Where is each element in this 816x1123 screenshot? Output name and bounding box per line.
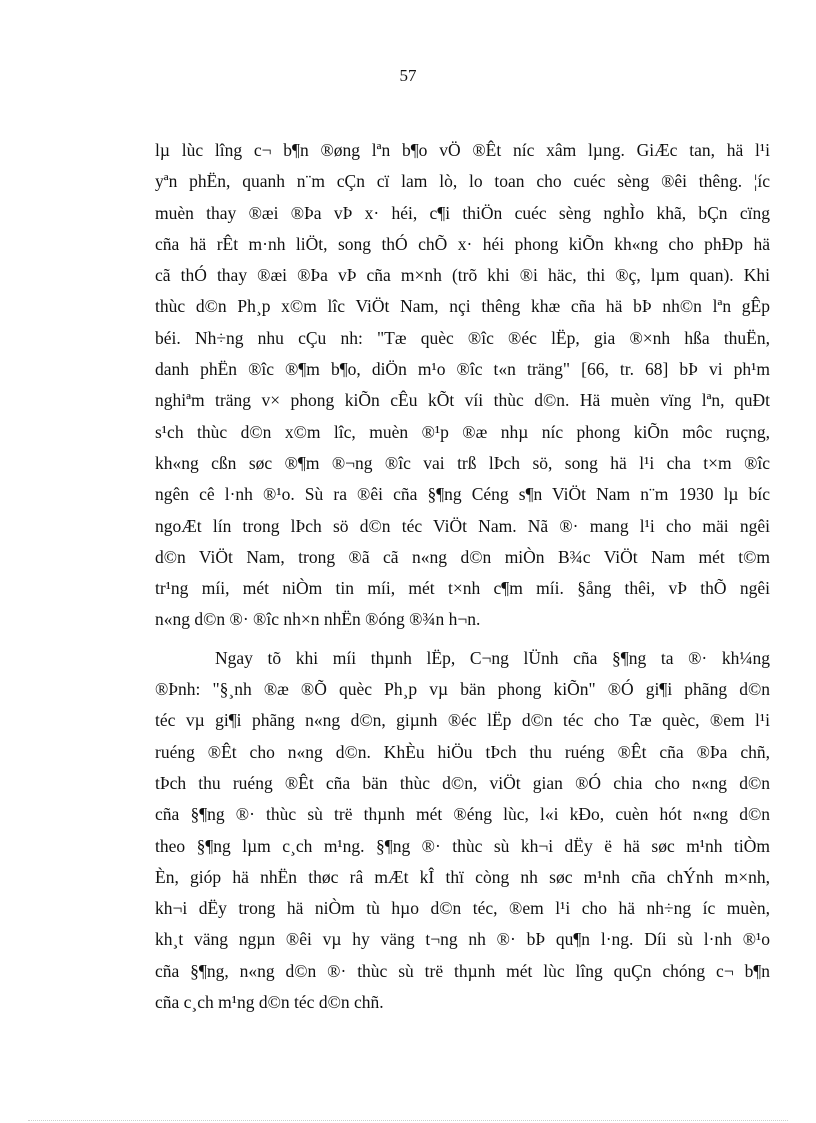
paragraph-2-line: téc vµ gi¶i phãng n«ng d©n, giµnh ®éc lËp d©n téc cho Tæ quèc, ®em l¹i bbox=[155, 710, 770, 731]
paragraph-1-line: cã thÓ thay ®æi ®Þa vÞ cña m×nh (trõ khi ®i häc, thi ®ç, lµm quan). Khi bbox=[155, 265, 770, 286]
paragraph-1-line: nghiªm träng v× phong kiÕn cÊu kÕt víi thùc d©n. Hä muèn vïng lªn, quÐt bbox=[155, 390, 770, 411]
paragraph-1-line: ngoÆt lín trong lÞch sö d©n téc ViÖt Nam. Nã ®· mang l¹i cho mäi ngêi bbox=[155, 515, 770, 536]
paragraph-2-line: tÞch thu ruéng ®Êt cña bän thùc d©n, viÖt gian ®Ó chia cho n«ng d©n bbox=[155, 772, 770, 793]
paragraph-2-first-line: Ngay tõ khi míi thµnh lËp, C¬ng lÜnh cña §¶ng ta ®· kh¼ng bbox=[215, 647, 770, 668]
paragraph-1-line: s¹ch thùc d©n x©m lîc, muèn ®¹p ®æ nhµ níc phong kiÕn môc ruçng, bbox=[155, 421, 770, 442]
paragraph-1-line: yªn phËn, quanh n¨m cÇn cï lam lò, lo toan cho cuéc sèng ®êi thêng. ¦íc bbox=[155, 171, 770, 192]
paragraph-1-line: n«ng d©n ®· ®îc nh×n nhËn ®óng ®¾n h¬n. bbox=[155, 609, 481, 630]
paragraph-2-line: Èn, gióp hä nhËn thøc râ mÆt kÎ thï còng nh søc m¹nh cña chÝnh m×nh, bbox=[155, 866, 770, 887]
paragraph-1-line: tr¹ng míi, mét niÒm tin míi, mét t×nh c¶m míi. §ång thêi, vÞ thÕ ngêi bbox=[155, 578, 770, 599]
paragraph-2-line: cña c¸ch m¹ng d©n téc d©n chñ. bbox=[155, 992, 384, 1013]
page-number: 57 bbox=[399, 66, 417, 85]
paragraph-2-line: kh¬i dËy trong hä niÒm tù hµo d©n téc, ®em l¹i cho hä nh÷ng íc muèn, bbox=[155, 898, 770, 919]
paragraph-2-line: theo §¶ng lµm c¸ch m¹ng. §¶ng ®· thùc sù kh¬i dËy ë hä søc m¹nh tiÒm bbox=[155, 835, 770, 856]
paragraph-2-line: ruéng ®Êt cho n«ng d©n. KhÈu hiÖu tÞch thu ruéng ®Êt cña ®Þa chñ, bbox=[155, 741, 770, 762]
paragraph-1-line: ngên cê l·nh ®¹o. Sù ra ®êi cña §¶ng Céng s¶n ViÖt Nam n¨m 1930 lµ bíc bbox=[155, 484, 770, 505]
paragraph-1-line: thùc d©n Ph¸p x©m lîc ViÖt Nam, nçi thêng khæ cña hä bÞ nh©n lªn gÊp bbox=[155, 296, 770, 317]
paragraph-2-line: ®Þnh: "§¸nh ®æ ®Õ quèc Ph¸p vµ bän phong kiÕn" ®Ó gi¶i phãng d©n bbox=[155, 679, 770, 700]
page-bottom-rule bbox=[28, 1120, 788, 1121]
paragraph-2-line: kh¸t väng ngµn ®êi vµ hy väng t¬ng nh ®· bÞ qu¶n l·ng. Díi sù l·nh ®¹o bbox=[155, 929, 770, 950]
paragraph-2-line: cña §¶ng ®· thùc sù trë thµnh mét ®éng lùc, l«i kÐo, cuèn hót n«ng d©n bbox=[155, 804, 770, 825]
paragraph-1-line: danh phËn ®îc ®¶m b¶o, diÖn m¹o ®îc t«n träng" [66, tr. 68] bÞ vi ph¹m bbox=[155, 359, 770, 380]
paragraph-gap bbox=[155, 636, 770, 643]
paragraph-1-line: lµ lùc lîng c¬ b¶n ®øng lªn b¶o vÖ ®Êt níc xâm lµng. GiÆc tan, hä l¹i bbox=[155, 140, 770, 160]
paragraph-1-line: cña hä rÊt m·nh liÖt, song thÓ chÕ x· héi phong kiÕn kh«ng cho phÐp hä bbox=[155, 233, 770, 254]
paragraph-1-line: muèn thay ®æi ®Þa vÞ x· héi, c¶i thiÖn cuéc sèng nghÌo khã, bÇn cïng bbox=[155, 202, 770, 223]
paragraph-1-line: kh«ng cßn søc ®¶m ®¬ng ®îc vai trß lÞch sö, song hä l¹i cha t×m ®îc bbox=[155, 452, 770, 473]
paragraph-2-line: cña §¶ng, n«ng d©n ®· thùc sù trë thµnh mét lùc lîng quÇn chóng c¬ b¶n bbox=[155, 960, 770, 981]
paragraph-1-line: béi. Nh÷ng nhu cÇu nh: "Tæ quèc ®îc ®éc lËp, gia ®×nh hßa thuËn, bbox=[155, 327, 770, 348]
body-text bbox=[155, 135, 770, 1018]
paragraph-1-line: d©n ViÖt Nam, trong ®ã cã n«ng d©n miÒn B¾c ViÖt Nam mét t©m bbox=[155, 546, 770, 567]
